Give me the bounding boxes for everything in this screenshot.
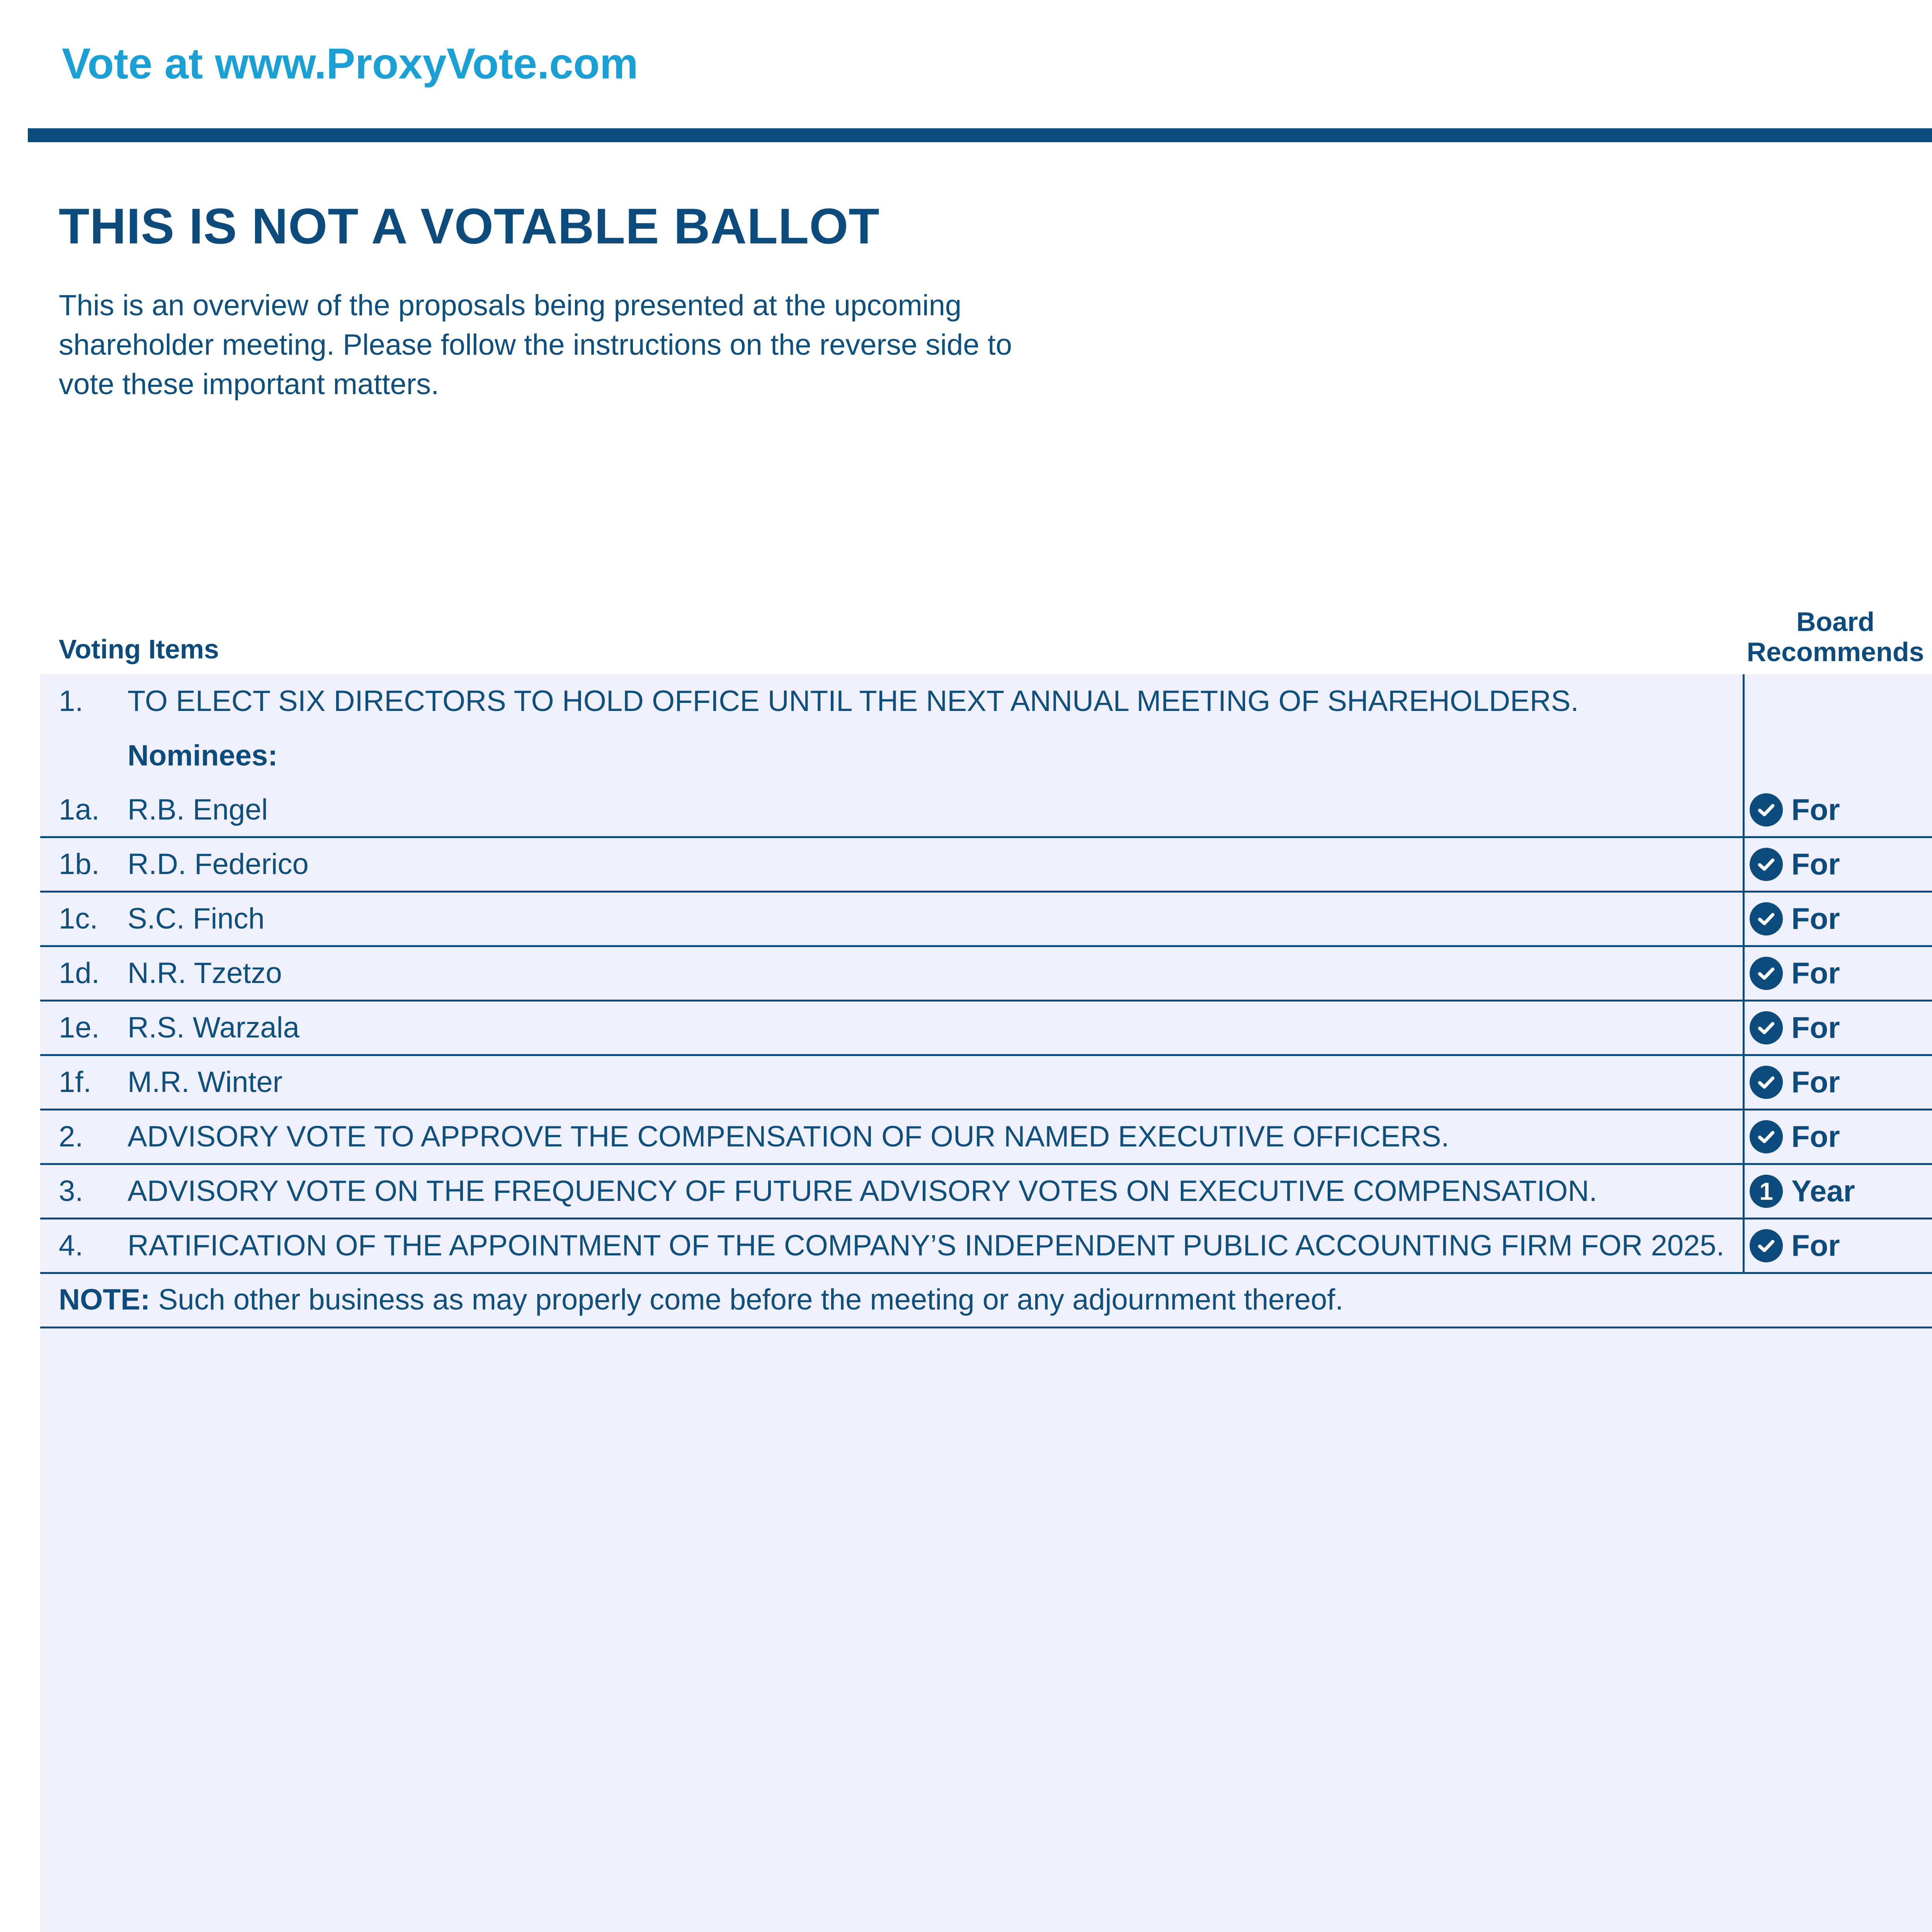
item-text: RATIFICATION OF THE APPOINTMENT OF THE COMPANY’S INDEPENDENT PUBLIC ACCOUNTING FIRM FOR 2025. (128, 1229, 1725, 1262)
recommendation-label: For (1791, 847, 1840, 881)
item-number: 1b. (59, 848, 100, 881)
item-number: 1c. (59, 902, 98, 935)
board-recommendation (1750, 901, 1840, 936)
board-recommendation (1750, 1173, 1855, 1209)
voting-item-row (40, 1055, 1932, 1110)
item-number: 1d. (59, 957, 100, 990)
number-one-circle-icon: 1 (1750, 1175, 1783, 1208)
item-text: N.R. Tzetzo (128, 957, 282, 990)
board-recommendation (1750, 956, 1840, 991)
board-recommendation (1750, 792, 1840, 827)
board-recommendation (1750, 1010, 1840, 1045)
nominees-row (40, 729, 1932, 783)
recommendation-label: For (1791, 1119, 1840, 1153)
item-number: 1f. (59, 1066, 92, 1099)
recommendation-label: For (1791, 956, 1840, 990)
voting-item-1 (40, 674, 1932, 729)
proxyvote-link[interactable]: Vote at www.ProxyVote.com (62, 39, 638, 88)
board-recommends-header: Board Recommends (1747, 607, 1924, 667)
item-number: 1. (59, 685, 83, 718)
check-circle-icon (1750, 902, 1783, 935)
header-divider (28, 128, 1932, 142)
item-text: ADVISORY VOTE TO APPROVE THE COMPENSATION OF OUR NAMED EXECUTIVE OFFICERS. (128, 1120, 1449, 1153)
item-text: R.S. Warzala (128, 1011, 299, 1044)
voting-item-row (40, 783, 1932, 837)
item-text: ADVISORY VOTE ON THE FREQUENCY OF FUTURE ADVISORY VOTES ON EXECUTIVE COMPENSATION. (128, 1175, 1597, 1208)
voting-item-row (40, 892, 1932, 946)
voting-items-header: Voting Items (59, 634, 219, 664)
voting-item-row (40, 1219, 1932, 1273)
recommendation-label: For (1791, 1065, 1840, 1099)
voting-item-row (40, 1164, 1932, 1219)
check-circle-icon (1750, 1120, 1783, 1153)
item-text: R.B. Engel (128, 793, 268, 826)
item-number: 1e. (59, 1011, 100, 1044)
voting-item-row (40, 1001, 1932, 1055)
check-circle-icon (1750, 1011, 1783, 1044)
item-number: 3. (59, 1175, 83, 1208)
check-circle-icon (1750, 1066, 1783, 1099)
item-number: 1a. (59, 793, 100, 826)
item-text: M.R. Winter (128, 1066, 283, 1099)
item-text: R.D. Federico (128, 848, 309, 881)
recommendation-label: For (1791, 793, 1840, 827)
board-recommendation (1750, 1119, 1840, 1154)
recommendation-label: For (1791, 1228, 1840, 1262)
check-circle-icon (1750, 1229, 1783, 1262)
board-recommendation (1750, 1228, 1840, 1263)
voting-item-row (40, 837, 1932, 892)
row-divider (40, 1272, 1932, 1274)
check-circle-icon (1750, 793, 1783, 827)
note-text: Such other business as may properly come before the meeting or any adjournment thereof. (150, 1283, 1344, 1316)
item-text: TO ELECT SIX DIRECTORS TO HOLD OFFICE UNTIL THE NEXT ANNUAL MEETING OF SHAREHOLDERS. (128, 685, 1579, 718)
recommendation-label: Year (1791, 1174, 1855, 1208)
board-recommendation (1750, 1065, 1840, 1100)
item-text: S.C. Finch (128, 902, 265, 935)
voting-item-row (40, 1110, 1932, 1164)
note-divider (40, 1327, 1932, 1328)
nominees-label: Nominees: (128, 739, 278, 772)
check-circle-icon (1750, 957, 1783, 990)
note-label: NOTE: (59, 1283, 150, 1316)
item-number: 2. (59, 1120, 83, 1153)
item-number: 4. (59, 1229, 83, 1262)
note (59, 1283, 1344, 1316)
recommendation-label: For (1791, 901, 1840, 935)
check-circle-icon (1750, 848, 1783, 881)
page-title: THIS IS NOT A VOTABLE BALLOT (59, 198, 880, 254)
voting-item-row (40, 946, 1932, 1001)
intro-text: This is an overview of the proposals being presented at the upcoming shareholder meeting. Please follow the instructions on the reverse side to vote these important matters. (59, 289, 1012, 401)
board-recommendation (1750, 847, 1840, 882)
recommendation-label: For (1791, 1010, 1840, 1044)
